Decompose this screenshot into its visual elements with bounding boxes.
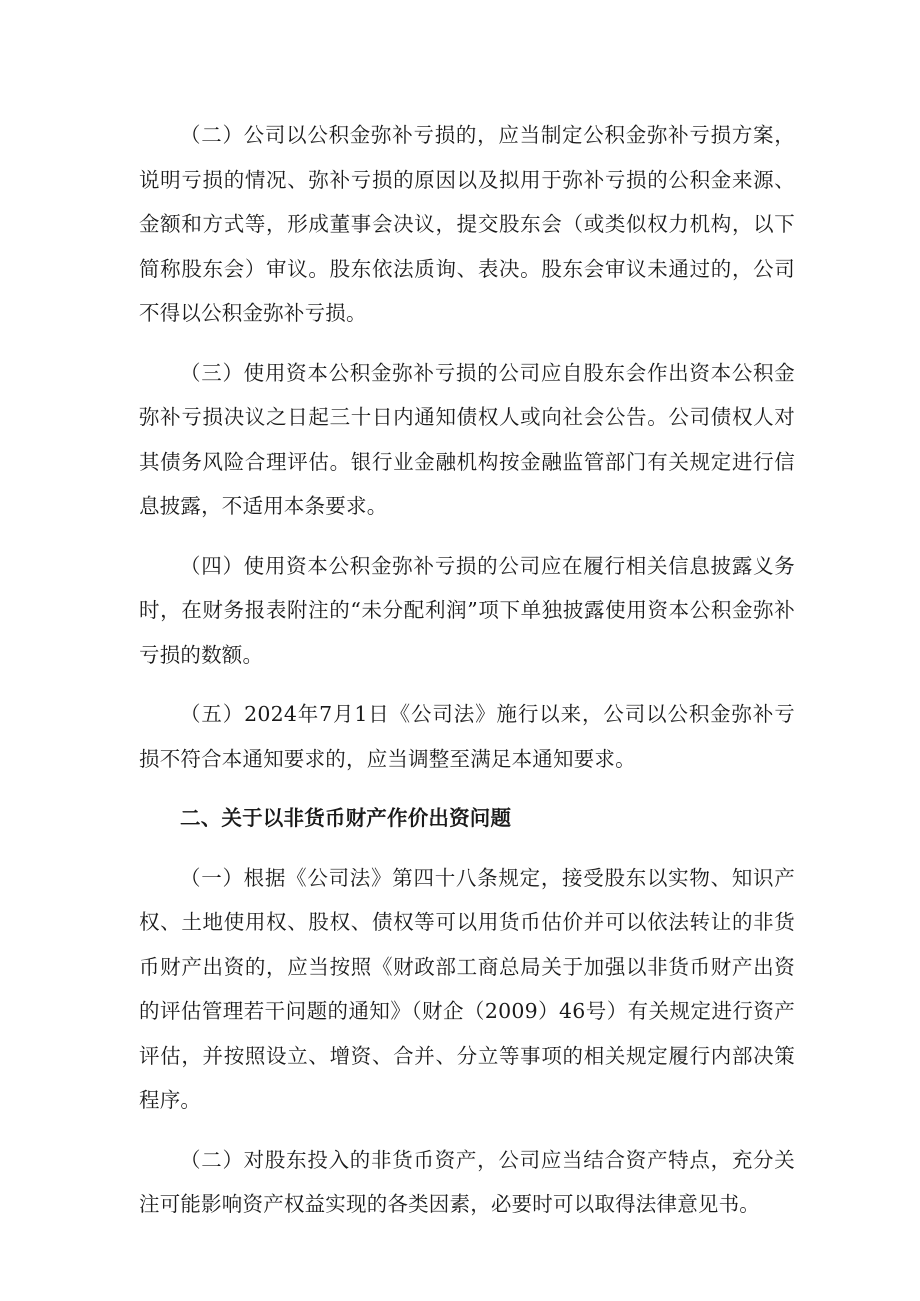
section-heading-non-monetary: 二、关于以非货币财产作价出资问题 <box>180 806 512 830</box>
paragraph-loss-compensation-plan: （二）公司以公积金弥补亏损的，应当制定公积金弥补亏损方案，说明亏损的情况、弥补亏损的原因以及拟用于弥补亏损的公积金来源、金额和方式等，形成董事会决议，提交股东会（或类似权力机构，以下简称股东会）审议。股东依法质询、表决。股东会审议未通过的，公司不得以公积金弥补亏损。 <box>139 123 795 325</box>
document-body <box>139 113 795 1242</box>
paragraph-legal-opinion: （二）对股东投入的非货币资产，公司应当结合资产特点，充分关注可能影响资产权益实现的各类因素，必要时可以取得法律意见书。 <box>139 1147 795 1216</box>
paragraph-disclosure: （四）使用资本公积金弥补亏损的公司应在履行相关信息披露义务时，在财务报表附注的“未分配利润”项下单独披露使用资本公积金弥补亏损的数额。 <box>139 553 795 667</box>
paragraph-adjustment: （五）2024年7月1日《公司法》施行以来，公司以公积金弥补亏损不符合本通知要求的，应当调整至满足本通知要求。 <box>139 702 795 771</box>
paragraph-creditor-notice: （三）使用资本公积金弥补亏损的公司应自股东会作出资本公积金弥补亏损决议之日起三十日内通知债权人或向社会公告。公司债权人对其债务风险合理评估。银行业金融机构按金融监管部门有关规定进行信息披露，不适用本条要求。 <box>139 360 795 518</box>
paragraph-asset-evaluation: （一）根据《公司法》第四十八条规定，接受股东以实物、知识产权、土地使用权、股权、债权等可以用货币估价并可以依法转让的非货币财产出资的，应当按照《财政部工商总局关于加强以非货币财产出资的评估管理若干问题的通知》（财企（2009）46号）有关规定进行资产评估，并按照设立、增资、合并、分立等事项的相关规定履行内部决策程序。 <box>139 865 795 1112</box>
